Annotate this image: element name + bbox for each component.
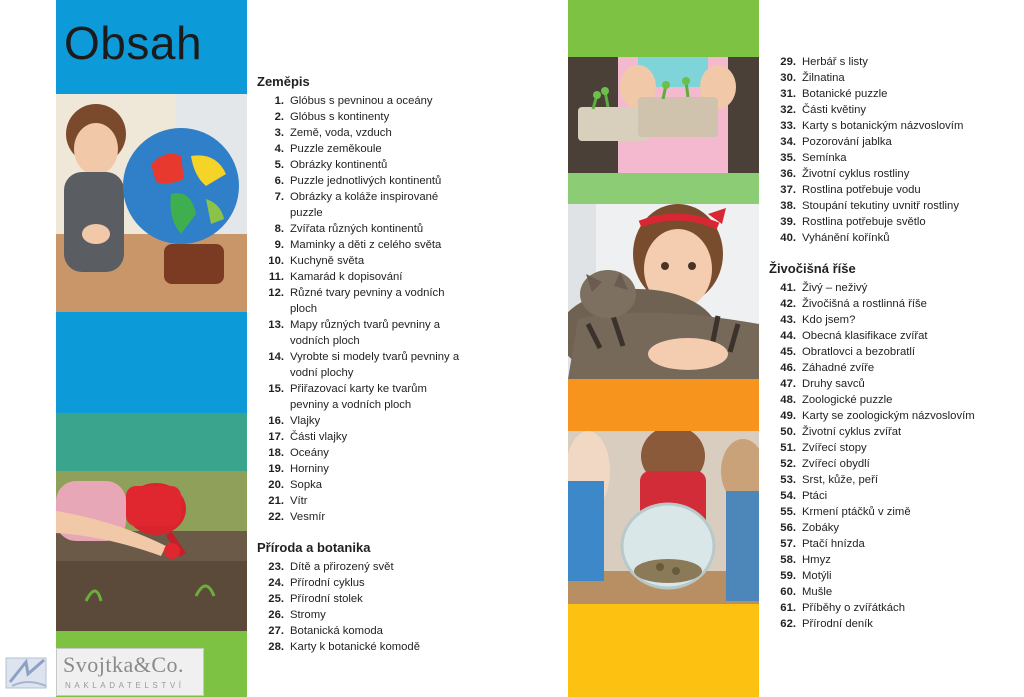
item-number: 33. <box>780 120 796 132</box>
item-number: 4. <box>274 143 284 155</box>
item-number: 34. <box>780 136 796 148</box>
item-number: 36. <box>780 168 796 180</box>
item-title: Živý – neživý <box>802 282 868 294</box>
item-title: Kuchyně světa <box>290 255 365 267</box>
item-number: 24. <box>268 577 284 589</box>
toc-item[interactable] <box>769 504 977 520</box>
yellow-block <box>568 604 759 697</box>
item-number: 57. <box>780 538 796 550</box>
green-block-top <box>568 0 759 57</box>
item-title: Části vlajky <box>290 431 348 443</box>
item-title: Žilnatina <box>802 72 845 84</box>
toc-item[interactable] <box>769 150 977 166</box>
toc-item[interactable] <box>257 189 465 221</box>
item-number: 49. <box>780 410 796 422</box>
item-number: 47. <box>780 378 796 390</box>
item-title: Krmení ptáčků v zimě <box>802 506 911 518</box>
item-title: Přírodní stolek <box>290 593 363 605</box>
toc-item[interactable] <box>257 237 465 253</box>
item-title: Přírodní cyklus <box>290 577 365 589</box>
blue-block-2 <box>56 312 247 413</box>
item-number: 12. <box>268 287 284 299</box>
item-number: 9. <box>274 239 284 251</box>
right-color-strip <box>568 0 759 697</box>
item-title: Vyhánění kořínků <box>802 232 890 244</box>
toc-item[interactable] <box>257 141 465 157</box>
item-number: 45. <box>780 346 796 358</box>
item-title: Životní cyklus zvířat <box>802 426 902 438</box>
toc-item[interactable] <box>769 54 977 70</box>
toc-item[interactable] <box>257 509 465 525</box>
item-number: 21. <box>268 495 284 507</box>
toc-item[interactable] <box>769 488 977 504</box>
toc-item[interactable] <box>257 285 465 317</box>
item-number: 40. <box>780 232 796 244</box>
toc-item[interactable] <box>257 477 465 493</box>
item-number: 37. <box>780 184 796 196</box>
item-number: 28. <box>268 641 284 653</box>
logo-name: Svojtka&Co. <box>63 652 185 677</box>
watering-can-photo <box>56 471 247 631</box>
item-number: 11. <box>268 271 284 283</box>
toc-item[interactable] <box>769 456 977 472</box>
item-number: 15. <box>268 383 284 395</box>
toc-item[interactable] <box>257 125 465 141</box>
item-title: Záhadné zvíře <box>802 362 875 374</box>
toc-item[interactable] <box>769 408 977 424</box>
page-title: Obsah <box>64 17 203 69</box>
item-title: Botanická komoda <box>290 625 383 637</box>
toc-item[interactable] <box>257 559 465 575</box>
item-number: 62. <box>780 618 796 630</box>
toc-item[interactable] <box>257 429 465 445</box>
toc-item[interactable] <box>257 607 465 623</box>
toc-item[interactable] <box>769 344 977 360</box>
toc-item[interactable] <box>769 536 977 552</box>
toc-item[interactable] <box>257 157 465 173</box>
item-title: Přírodní deník <box>802 618 873 630</box>
item-title: Mušle <box>802 586 833 598</box>
light-green-block <box>568 173 759 204</box>
toc-item[interactable] <box>769 360 977 376</box>
item-title: Rostlina potřebuje světlo <box>802 216 926 228</box>
toc-item[interactable] <box>769 230 977 246</box>
toc-item[interactable] <box>257 93 465 109</box>
item-title: Vítr <box>290 495 308 507</box>
toc-item[interactable] <box>769 70 977 86</box>
item-title: Mapy různých tvarů pevniny a vodních ploch <box>290 319 441 347</box>
toc-item[interactable] <box>769 440 977 456</box>
toc-item[interactable] <box>257 461 465 477</box>
item-number: 32. <box>780 104 796 116</box>
item-title: Pozorování jablka <box>802 136 892 148</box>
item-title: Kdo jsem? <box>802 314 856 326</box>
toc-item[interactable] <box>769 584 977 600</box>
item-number: 46. <box>780 362 796 374</box>
toc-item[interactable] <box>769 424 977 440</box>
item-title: Ptačí hnízda <box>802 538 865 550</box>
item-title: Maminky a děti z celého světa <box>290 239 442 251</box>
item-title: Kamarád k dopisování <box>290 271 403 283</box>
item-title: Dítě a přirozený svět <box>290 561 394 573</box>
toc-item[interactable] <box>769 198 977 214</box>
item-number: 52. <box>780 458 796 470</box>
item-number: 8. <box>274 223 284 235</box>
item-title: Herbář s listy <box>802 56 868 68</box>
item-title: Přiřazovací karty ke tvarům pevniny a vodních ploch <box>290 383 427 411</box>
item-number: 59. <box>780 570 796 582</box>
item-title: Zvířata různých kontinentů <box>290 223 424 235</box>
item-title: Obecná klasifikace zvířat <box>802 330 928 342</box>
toc-item[interactable] <box>257 445 465 461</box>
toc-item[interactable] <box>769 328 977 344</box>
item-title: Stoupání tekutiny uvnitř rostliny <box>802 200 959 212</box>
item-title: Srst, kůže, peří <box>802 474 878 486</box>
toc-item[interactable] <box>769 86 977 102</box>
toc-item[interactable] <box>769 102 977 118</box>
toc-item[interactable] <box>769 552 977 568</box>
item-title: Druhy savců <box>802 378 865 390</box>
item-title: Puzzle jednotlivých kontinentů <box>290 175 442 187</box>
toc-item[interactable] <box>257 493 465 509</box>
logo-wordmark-box <box>56 648 204 696</box>
item-title: Motýli <box>802 570 832 582</box>
section-title-zivocisna-rise: Živočišná říše <box>769 261 856 276</box>
item-number: 27. <box>268 625 284 637</box>
item-title: Obrázky a koláže inspirované puzzle <box>290 191 439 219</box>
item-title: Glóbus s pevninou a oceány <box>290 95 433 107</box>
item-title: Ptáci <box>802 490 828 502</box>
item-title: Zvířecí stopy <box>802 442 867 454</box>
item-number: 44. <box>780 330 796 342</box>
item-number: 35. <box>780 152 796 164</box>
item-number: 43. <box>780 314 796 326</box>
item-number: 61. <box>780 602 796 614</box>
toc-item[interactable] <box>257 253 465 269</box>
goldfish-bowl-photo <box>568 431 759 604</box>
item-number: 25. <box>268 593 284 605</box>
item-number: 13. <box>268 319 284 331</box>
item-number: 39. <box>780 216 796 228</box>
section-list-zivocisna-rise <box>769 280 977 632</box>
section-title-priroda: Příroda a botanika <box>257 540 371 555</box>
item-number: 54. <box>780 490 796 502</box>
item-number: 38. <box>780 200 796 212</box>
toc-column-right <box>769 54 977 632</box>
toc-item[interactable] <box>769 568 977 584</box>
item-title: Živočišná a rostlinná říše <box>802 298 927 310</box>
item-number: 58. <box>780 554 796 566</box>
logo-subtitle: NAKLADATELSTVÍ <box>65 681 185 690</box>
toc-item[interactable] <box>769 118 977 134</box>
toc-item[interactable] <box>769 134 977 150</box>
item-number: 31. <box>780 88 796 100</box>
item-number: 29. <box>780 56 796 68</box>
toc-item[interactable] <box>769 600 977 616</box>
item-number: 16. <box>268 415 284 427</box>
seedlings-photo <box>568 57 759 173</box>
toc-item[interactable] <box>769 392 977 408</box>
item-title: Stromy <box>290 609 326 621</box>
item-title: Vesmír <box>290 511 326 523</box>
item-number: 50. <box>780 426 796 438</box>
item-number: 51. <box>780 442 796 454</box>
toc-item[interactable] <box>769 166 977 182</box>
toc-item[interactable] <box>257 639 465 655</box>
item-number: 18. <box>268 447 284 459</box>
item-number: 20. <box>268 479 284 491</box>
section-list-botanika-continued <box>769 54 977 246</box>
item-title: Glóbus s kontinenty <box>290 111 390 123</box>
toc-item[interactable] <box>769 472 977 488</box>
item-title: Hmyz <box>802 554 831 566</box>
item-number: 14. <box>268 351 284 363</box>
item-title: Karty se zoologickým názvoslovím <box>802 410 975 422</box>
section-list-priroda <box>257 559 465 655</box>
toc-item[interactable] <box>257 591 465 607</box>
toc-item[interactable] <box>257 173 465 189</box>
item-title: Oceány <box>290 447 329 459</box>
toc-item[interactable] <box>257 317 465 349</box>
toc-item[interactable] <box>257 221 465 237</box>
section-title-zemepis: Zeměpis <box>257 74 310 89</box>
toc-item[interactable] <box>769 280 977 296</box>
section-list-zemepis <box>257 93 465 525</box>
toc-item[interactable] <box>257 381 465 413</box>
globe-photo <box>56 94 247 312</box>
publisher-logo <box>4 648 200 694</box>
item-number: 41. <box>780 282 796 294</box>
item-number: 42. <box>780 298 796 310</box>
toc-item[interactable] <box>769 376 977 392</box>
toc-column-left <box>257 73 465 655</box>
toc-item[interactable] <box>769 520 977 536</box>
toc-item[interactable] <box>257 623 465 639</box>
item-title: Životní cyklus rostliny <box>802 168 910 180</box>
item-number: 30. <box>780 72 796 84</box>
toc-item[interactable] <box>257 269 465 285</box>
item-number: 60. <box>780 586 796 598</box>
item-title: Rostlina potřebuje vodu <box>802 184 921 196</box>
toc-item[interactable] <box>769 296 977 312</box>
item-number: 17. <box>268 431 284 443</box>
item-number: 7. <box>274 191 284 203</box>
book-emblem-icon <box>4 652 54 692</box>
item-title: Botanické puzzle <box>802 88 888 100</box>
toc-item[interactable] <box>257 349 465 381</box>
item-number: 56. <box>780 522 796 534</box>
cat-girl-photo <box>568 204 759 379</box>
left-color-strip <box>56 0 247 697</box>
item-title: Zoologické puzzle <box>802 394 893 406</box>
item-number: 55. <box>780 506 796 518</box>
item-title: Země, voda, vzduch <box>290 127 392 139</box>
item-title: Obrázky kontinentů <box>290 159 388 171</box>
toc-item[interactable] <box>257 109 465 125</box>
teal-block <box>56 413 247 471</box>
item-number: 23. <box>268 561 284 573</box>
item-title: Karty s botanickým názvoslovím <box>802 120 964 132</box>
item-title: Horniny <box>290 463 329 475</box>
item-title: Zvířecí obydlí <box>802 458 870 470</box>
item-number: 19. <box>268 463 284 475</box>
item-title: Různé tvary pevniny a vodních ploch <box>290 287 445 315</box>
item-number: 6. <box>274 175 284 187</box>
item-title: Karty k botanické komodě <box>290 641 420 653</box>
item-number: 3. <box>274 127 284 139</box>
orange-block <box>568 379 759 431</box>
item-title: Vlajky <box>290 415 321 427</box>
toc-item[interactable] <box>769 312 977 328</box>
item-title: Puzzle zeměkoule <box>290 143 382 155</box>
item-number: 5. <box>274 159 284 171</box>
item-title: Obratlovci a bezobratlí <box>802 346 916 358</box>
item-title: Zobáky <box>802 522 840 534</box>
item-number: 22. <box>268 511 284 523</box>
item-number: 2. <box>274 111 284 123</box>
item-number: 53. <box>780 474 796 486</box>
item-title: Semínka <box>802 152 847 164</box>
item-number: 26. <box>268 609 284 621</box>
item-title: Sopka <box>290 479 323 491</box>
item-title: Příběhy o zvířátkách <box>802 602 905 614</box>
toc-item[interactable] <box>769 616 977 632</box>
item-number: 10. <box>268 255 284 267</box>
toc-item[interactable] <box>769 182 977 198</box>
item-title: Části květiny <box>802 104 867 116</box>
toc-item[interactable] <box>257 413 465 429</box>
item-number: 1. <box>274 95 284 107</box>
item-number: 48. <box>780 394 796 406</box>
item-title: Vyrobte si modely tvarů pevniny a vodní plochy <box>290 351 460 379</box>
toc-item[interactable] <box>769 214 977 230</box>
toc-item[interactable] <box>257 575 465 591</box>
